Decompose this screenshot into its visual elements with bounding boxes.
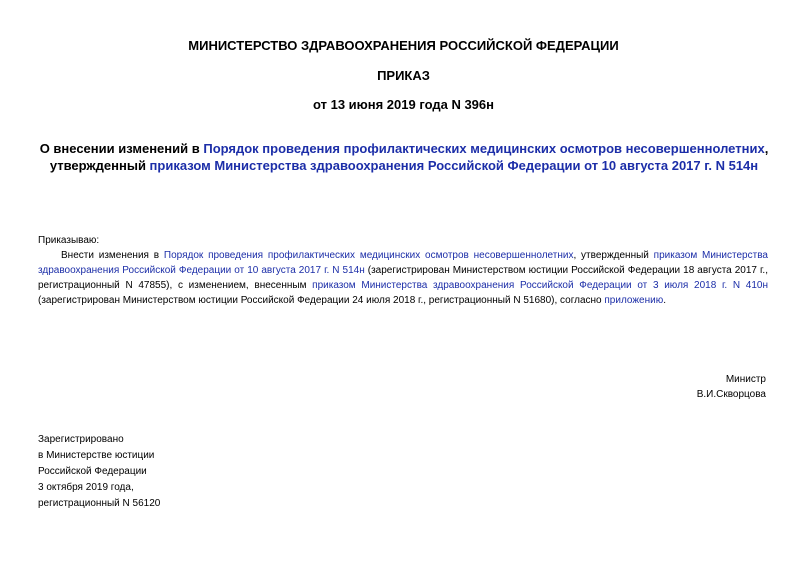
paragraph-text: Внести изменения в xyxy=(61,250,164,261)
registration-line: в Министерстве юстиции xyxy=(38,450,155,461)
registration-line: Российской Федерации xyxy=(38,466,147,477)
paragraph-text: (зарегистрирован Министерством юстиции Российской Федерации 24 июля 2018 г., регистрационный N 51680), согласно xyxy=(38,295,605,306)
paragraph-text: (зарегистрирован Министерством юстиции Российской Федерации 18 августа 2017 г., регистрационный N 47855), с изменением, внесенным xyxy=(38,265,768,291)
link-order-514n[interactable]: приказом Министерства здравоохранения Российской Федерации от 10 августа 2017 г. N 514н xyxy=(38,250,768,276)
signature-position: Министр xyxy=(725,374,766,385)
paragraph-text: . xyxy=(663,295,666,306)
document-type: ПРИКАЗ xyxy=(377,68,430,83)
registration-line: регистрационный N 56120 xyxy=(38,498,161,509)
paragraph-text: , утвержденный xyxy=(573,250,654,261)
link-order-410n[interactable]: приказом Министерства здравоохранения Российской Федерации от 3 июля 2018 г. N 410н xyxy=(312,280,768,291)
document-date-number: от 13 июня 2019 года N 396н xyxy=(313,97,494,112)
link-procedure[interactable]: Порядок проведения профилактических медицинских осмотров несовершеннолетних xyxy=(163,250,574,261)
main-paragraph xyxy=(38,248,768,308)
registration-line: 3 октября 2019 года, xyxy=(38,482,134,493)
link-appendix[interactable]: приложению xyxy=(604,295,664,306)
title-link-procedure[interactable]: Порядок проведения профилактических медицинских осмотров несовершеннолетних xyxy=(203,141,765,156)
ministry-heading: МИНИСТЕРСТВО ЗДРАВООХРАНЕНИЯ РОССИЙСКОЙ ФЕДЕРАЦИИ xyxy=(188,38,619,53)
title-text: , утвержденный xyxy=(49,141,769,173)
document-title xyxy=(38,140,770,174)
registration-block xyxy=(38,432,160,512)
registration-line: Зарегистрировано xyxy=(38,434,124,445)
signature-name: В.И.Скворцова xyxy=(696,389,766,400)
title-link-order-514n[interactable]: приказом Министерства здравоохранения Российской Федерации от 10 августа 2017 г. N 514н xyxy=(149,158,759,173)
order-word: Приказываю: xyxy=(38,235,100,246)
title-text: О внесении изменений в xyxy=(39,141,204,156)
